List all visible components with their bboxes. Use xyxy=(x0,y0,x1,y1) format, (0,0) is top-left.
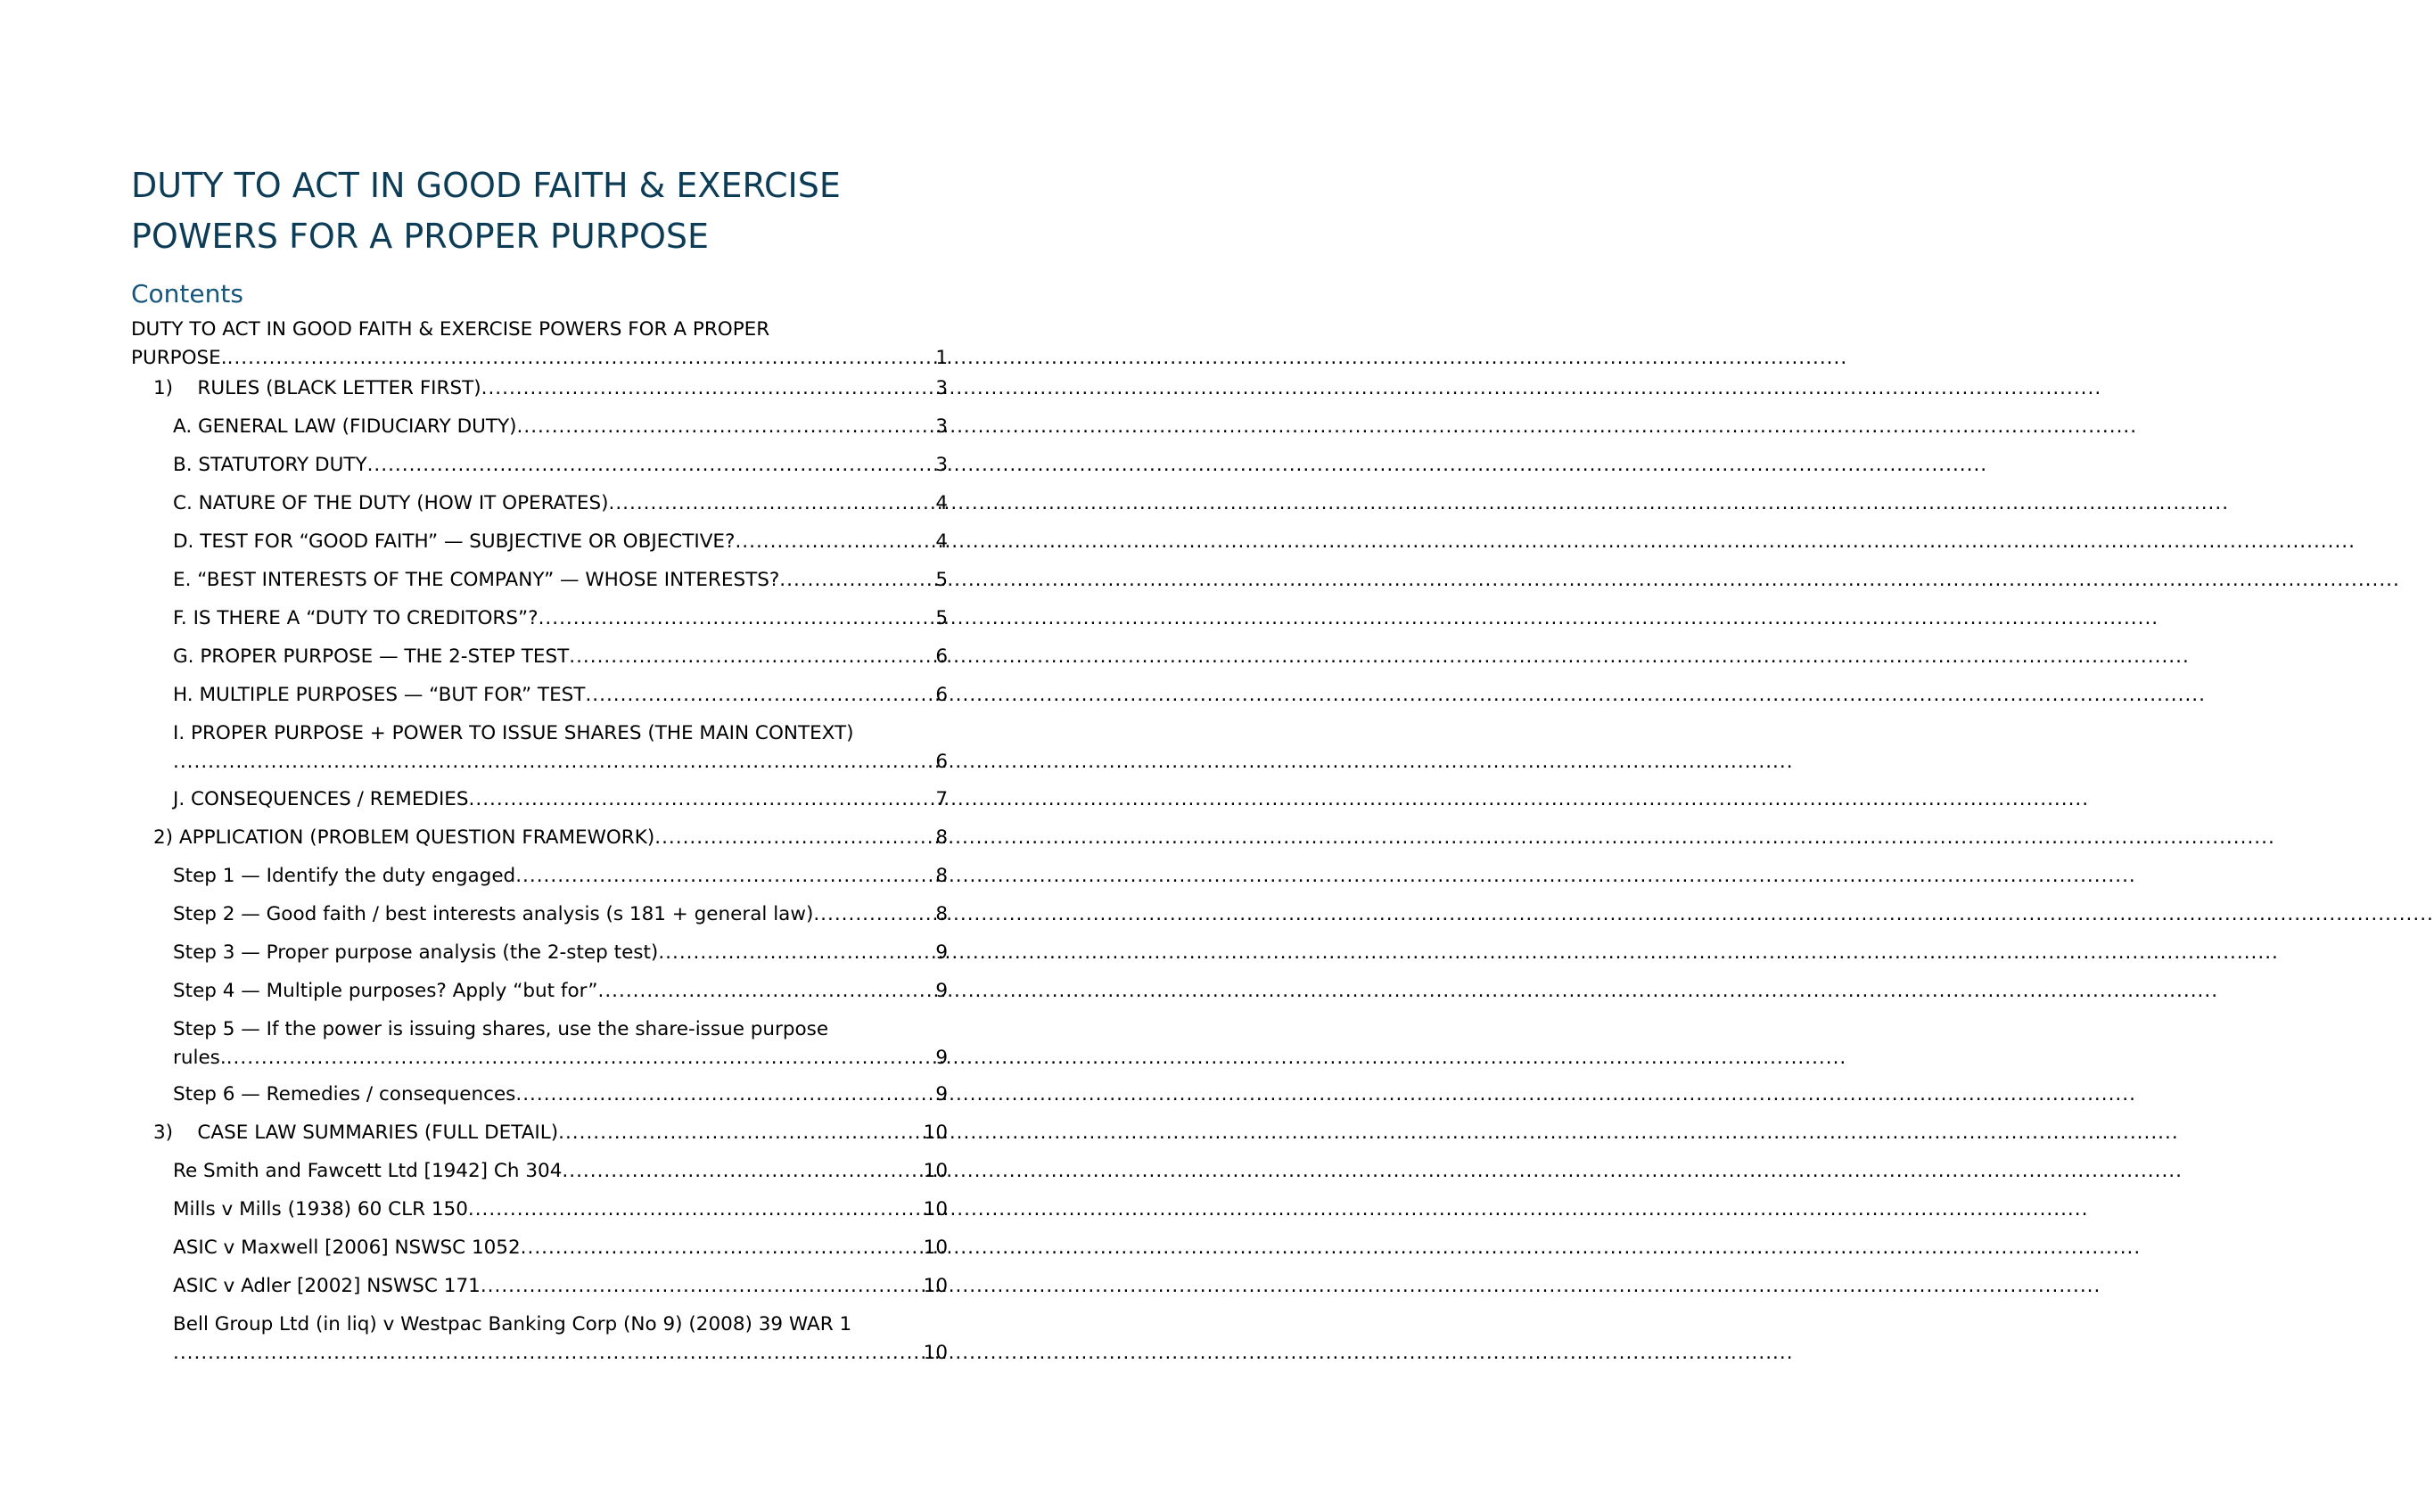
toc-entry-first-line: Step 5 — If the power is issuing shares, use the share-issue purpose xyxy=(173,1018,829,1040)
dot-leader xyxy=(658,939,933,967)
toc-entry[interactable] xyxy=(173,785,948,814)
toc-entry[interactable] xyxy=(173,1196,948,1224)
toc-entry[interactable] xyxy=(173,900,948,929)
dot-leader xyxy=(735,528,933,556)
toc-page-number: 9 xyxy=(935,1083,948,1105)
toc-page-number: 3 xyxy=(935,454,948,476)
toc-entry-second-line xyxy=(173,1044,948,1072)
dot-leader xyxy=(515,1081,933,1109)
toc-page-number: 3 xyxy=(935,415,948,438)
toc-page-number: 3 xyxy=(935,377,948,399)
toc-entry[interactable] xyxy=(173,489,948,518)
document-page xyxy=(0,0,1070,1512)
toc-page-number: 5 xyxy=(935,607,948,629)
toc-entry-text: D. TEST FOR “GOOD FAITH” — SUBJECTIVE OR OBJECTIVE? xyxy=(173,530,736,553)
toc-entry[interactable] xyxy=(173,643,948,671)
toc-page-number: 8 xyxy=(935,826,948,849)
toc-page-number: 9 xyxy=(935,980,948,1002)
dot-leader xyxy=(569,643,933,671)
toc-entry[interactable] xyxy=(173,1157,948,1186)
dot-leader xyxy=(481,1272,922,1301)
toc-page-number: 10 xyxy=(923,1342,948,1364)
toc-entry-second-line xyxy=(131,344,948,373)
toc-entry-text: A. GENERAL LAW (FIDUCIARY DUTY) xyxy=(173,415,517,438)
toc-entry-text: F. IS THERE A “DUTY TO CREDITORS”? xyxy=(173,607,539,629)
dot-leader xyxy=(608,489,933,518)
dot-leader xyxy=(597,977,933,1006)
toc-entry[interactable] xyxy=(153,824,948,852)
toc-entry-second-line xyxy=(173,1339,948,1368)
toc-entry-text: Step 3 — Proper purpose analysis (the 2-step test) xyxy=(173,941,659,964)
toc-page-number: 10 xyxy=(923,1198,948,1220)
toc-entry[interactable] xyxy=(173,1311,948,1368)
dot-leader xyxy=(173,748,933,777)
toc-entry[interactable] xyxy=(173,566,948,595)
toc-entry[interactable] xyxy=(173,681,948,710)
toc-page-number: 6 xyxy=(935,751,948,773)
dot-leader xyxy=(481,374,934,403)
dot-leader xyxy=(813,900,933,929)
toc-entry[interactable] xyxy=(173,1015,948,1072)
dot-leader xyxy=(469,785,934,814)
toc-page-number: 1 xyxy=(935,347,948,369)
toc-entry-text: C. NATURE OF THE DUTY (HOW IT OPERATES) xyxy=(173,492,609,514)
toc-entry-text: rules. xyxy=(173,1047,226,1069)
title-line-2: POWERS FOR A PROPER PURPOSE xyxy=(131,217,710,256)
toc-entry[interactable] xyxy=(173,939,948,967)
toc-entry-text: ASIC v Adler [2002] NSWSC 171 xyxy=(173,1275,481,1297)
toc-entry-text: Step 1 — Identify the duty engaged xyxy=(173,865,516,887)
title-line-1: DUTY TO ACT IN GOOD FAITH & EXERCISE xyxy=(131,166,841,205)
dot-leader xyxy=(585,681,933,710)
document-title xyxy=(131,160,987,262)
toc-entry[interactable] xyxy=(153,374,948,403)
toc-entry[interactable] xyxy=(173,413,948,441)
toc-entry[interactable] xyxy=(173,1081,948,1109)
dot-leader xyxy=(226,1044,934,1072)
toc-entry-text: ASIC v Maxwell [2006] NSWSC 1052 xyxy=(173,1237,521,1259)
toc-entry-first-line: I. PROPER PURPOSE + POWER TO ISSUE SHARES (THE MAIN CONTEXT) xyxy=(173,722,854,744)
dot-leader xyxy=(173,1339,922,1368)
toc-page-number: 10 xyxy=(923,1237,948,1259)
toc-entry-text: PURPOSE. xyxy=(131,347,227,369)
dot-leader xyxy=(367,451,934,480)
dot-leader xyxy=(517,413,934,441)
toc-entry-text: 3) CASE LAW SUMMARIES (FULL DETAIL) xyxy=(153,1122,559,1144)
toc-entry[interactable] xyxy=(173,604,948,633)
dot-leader xyxy=(515,862,933,891)
toc-entry[interactable] xyxy=(173,977,948,1006)
dot-leader xyxy=(521,1234,922,1262)
toc-page-number: 10 xyxy=(923,1122,948,1144)
toc-entry-text: E. “BEST INTERESTS OF THE COMPANY” — WHOSE INTERESTS? xyxy=(173,569,780,591)
dot-leader xyxy=(558,1119,922,1147)
toc-entry[interactable] xyxy=(173,1234,948,1262)
toc-page-number: 4 xyxy=(935,492,948,514)
toc-entry[interactable] xyxy=(173,451,948,480)
toc-entry[interactable] xyxy=(153,1119,948,1147)
toc-page-number: 8 xyxy=(935,903,948,925)
toc-entry[interactable] xyxy=(173,862,948,891)
toc-entry-text: H. MULTIPLE PURPOSES — “BUT FOR” TEST xyxy=(173,684,586,706)
toc-page-number: 4 xyxy=(935,530,948,553)
toc-page-number: 5 xyxy=(935,569,948,591)
dot-leader xyxy=(562,1157,921,1186)
toc-entry-text: Mills v Mills (1938) 60 CLR 150 xyxy=(173,1198,468,1220)
toc-page-number: 10 xyxy=(923,1160,948,1182)
dot-leader xyxy=(468,1196,922,1224)
toc-entry-text: 2) APPLICATION (PROBLEM QUESTION FRAMEWORK) xyxy=(153,826,655,849)
toc-entry-first-line: Bell Group Ltd (in liq) v Westpac Banking Corp (No 9) (2008) 39 WAR 1 xyxy=(173,1313,852,1335)
dot-leader xyxy=(779,566,933,595)
toc-entry[interactable] xyxy=(173,719,948,777)
toc-entry-text: Step 4 — Multiple purposes? Apply “but for” xyxy=(173,980,598,1002)
dot-leader xyxy=(654,824,933,852)
toc-entry-text: G. PROPER PURPOSE — THE 2-STEP TEST xyxy=(173,645,570,668)
dot-leader xyxy=(539,604,934,633)
toc-page-number: 10 xyxy=(923,1275,948,1297)
contents-heading: Contents xyxy=(131,279,243,308)
toc-entry-text: Step 2 — Good faith / best interests analysis (s 181 + general law) xyxy=(173,903,814,925)
toc-entry-first-line: DUTY TO ACT IN GOOD FAITH & EXERCISE POWERS FOR A PROPER xyxy=(131,318,770,341)
toc-entry-text: B. STATUTORY DUTY xyxy=(173,454,367,476)
toc-page-number: 8 xyxy=(935,865,948,887)
toc-page-number: 9 xyxy=(935,941,948,964)
toc-entry-text: J. CONSEQUENCES / REMEDIES xyxy=(173,788,469,810)
toc-page-number: 7 xyxy=(935,788,948,810)
toc-entry-second-line xyxy=(173,748,948,777)
toc-entry-text: Re Smith and Fawcett Ltd [1942] Ch 304 xyxy=(173,1160,563,1182)
toc-entry[interactable] xyxy=(131,316,948,373)
toc-entry-text: 1) RULES (BLACK LETTER FIRST) xyxy=(153,377,481,399)
dot-leader xyxy=(227,344,934,373)
toc-page-number: 6 xyxy=(935,684,948,706)
toc-page-number: 6 xyxy=(935,645,948,668)
toc-entry[interactable] xyxy=(173,1272,948,1301)
toc-entry-text: Step 6 — Remedies / consequences xyxy=(173,1083,516,1105)
toc-entry[interactable] xyxy=(173,528,948,556)
toc-page-number: 9 xyxy=(935,1047,948,1069)
